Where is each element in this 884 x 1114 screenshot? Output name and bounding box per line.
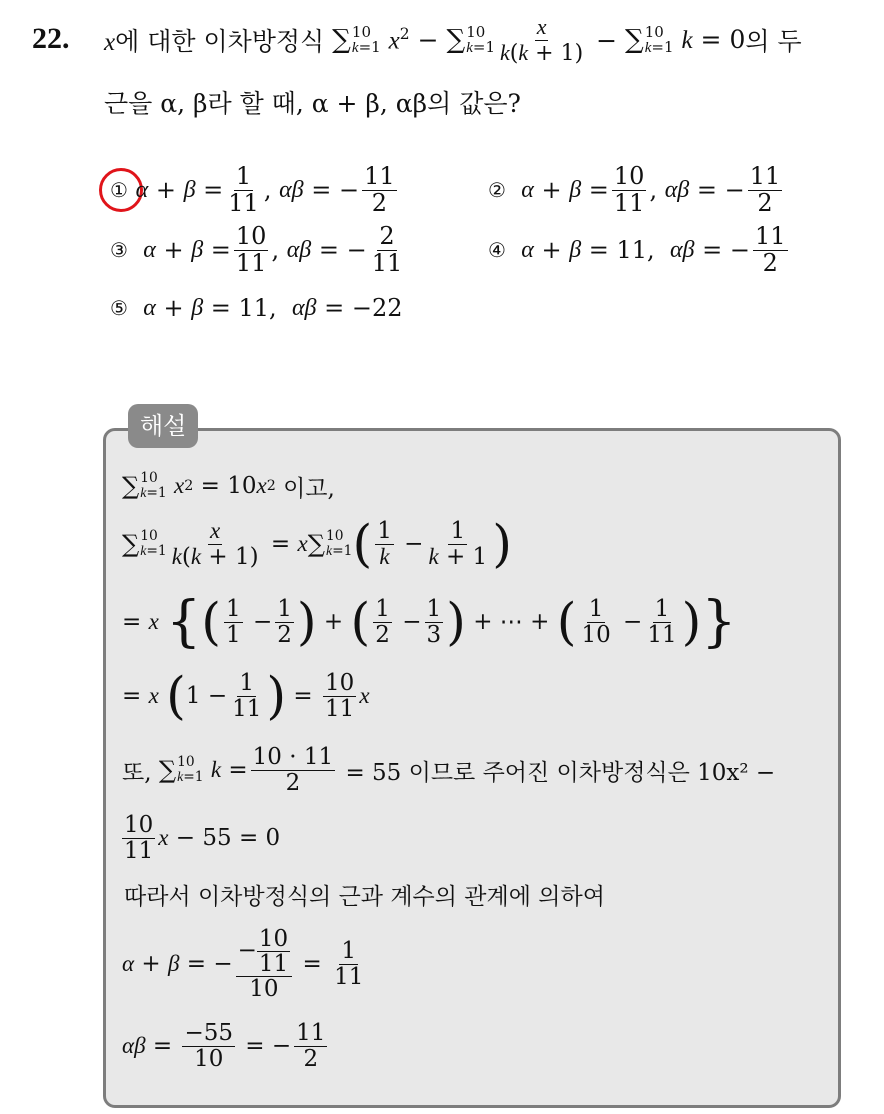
choice-4[interactable]: ④ α + β = 11, αβ = − $\frac{11}{2}$ [488, 222, 786, 277]
solution-line-8: α + β = − − $\frac{10}{11}$ 10 = $\frac{1}{11}$ [122, 925, 364, 1003]
choice-2[interactable]: ② α + β = $\frac{10}{11}$ , αβ = − $\frac{11}{2}$ [488, 162, 781, 217]
solution-line-7: 따라서 이차방정식의 근과 계수의 관계에 의하여 [124, 884, 605, 910]
solution-line-5-suffix: = 55 이므로 주어진 이차방정식은 10x² − [345, 759, 776, 786]
question-number: 22. [32, 22, 70, 55]
question-line-1: x에 대한 이차방정식 ∑ 10 k=1 $x^2$ − ∑ 10 k=1 $\frac{x}{k(k + 1)}$ − ∑ 10 k=1 k = 0 의 두 [104, 14, 802, 66]
choice-3[interactable]: ③ α + β = $\frac{10}{11}$ , αβ = − $\frac{2}{11}$ [110, 222, 403, 277]
solution-line-1-suffix: 이고, [283, 475, 335, 502]
solution-line-1: ∑ 10 k=1 x 2 = 10 x 2 이고, [122, 469, 335, 502]
solution-tag: 해설 [128, 404, 198, 448]
solution-line-3: = x { ( $\frac{1}{1}$ − $\frac{1}{2}$ ) + ( $\frac{1}{2}$ − $\frac{1}{3}$ ) + ⋯ + ( $\frac{1}{10}$ − $\frac{1}{11}$ ) } [122, 589, 737, 654]
question-line-2: 근을 α, β라 할 때, α + β, αβ의 값은? [104, 89, 521, 118]
solution-line-4: = x ( 1 − $\frac{1}{11}$ ) = $\frac{10}{11}$ x [122, 665, 370, 725]
solution-line-6: $\frac{10}{11}$ x − 55 = 0 [124, 812, 281, 864]
solution-line-5-prefix: 또, [122, 759, 152, 786]
choice-1[interactable]: ① α + β = $\frac{1}{11}$ , αβ = − $\frac{11}{2}$ [110, 162, 395, 217]
question-intro-end: 의 두 [745, 27, 802, 56]
solution-line-2: ∑ 10 k=1 $\frac{x}{k(k + 1)}$ = x ∑ 10 k=1 ( $\frac{1}{k}$ − $\frac{1}{k + 1}$ ) [122, 513, 512, 573]
solution-line-5: 또, ∑ 10 k=1 k = $\frac{10 \cdot 11}{2}$ = 55 이므로 주어진 이차방정식은 10x² − [122, 744, 776, 796]
solution-line-9: αβ = $\frac{-55}{10}$ = − $\frac{11}{2}$ [122, 1020, 326, 1072]
question-intro: x에 대한 이차방정식 [104, 27, 333, 56]
choice-5[interactable]: ⑤ α + β = 11, αβ = −22 [110, 294, 403, 322]
